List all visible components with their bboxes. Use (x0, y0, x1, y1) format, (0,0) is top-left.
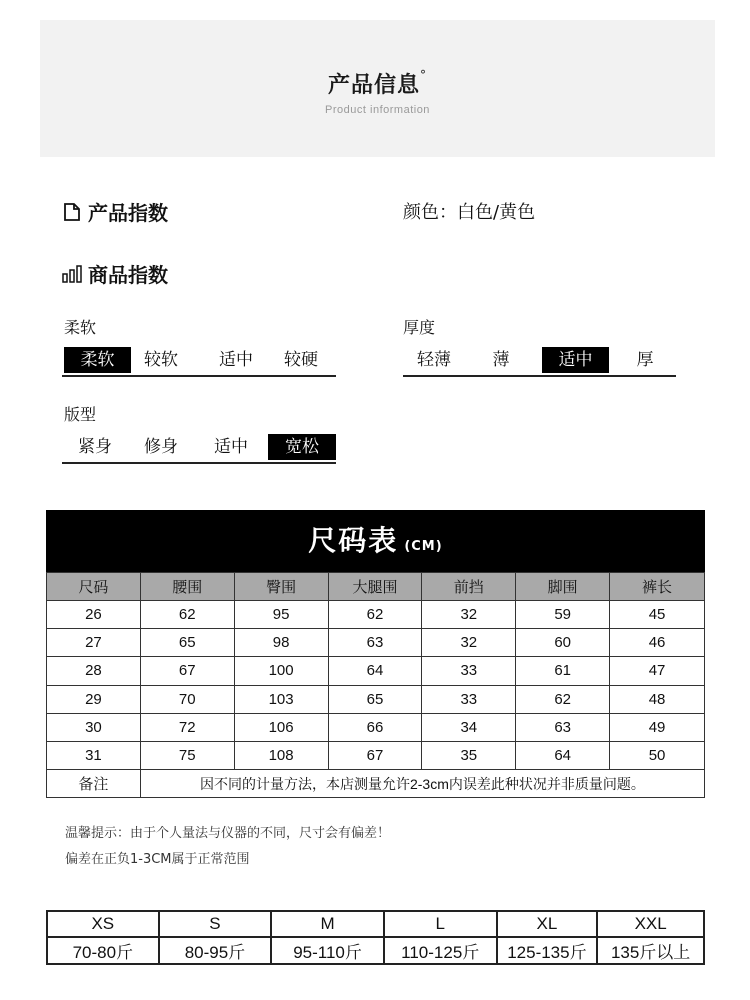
weight-chart-table (46, 910, 705, 965)
header-banner (40, 20, 715, 157)
size-cell: XL (497, 911, 598, 937)
table-cell: 29 (47, 685, 141, 713)
size-chart-table (46, 572, 705, 798)
size-cell: M (271, 911, 384, 937)
table-cell: 48 (610, 685, 705, 713)
table-cell: 62 (140, 601, 234, 629)
table-cell: 34 (422, 713, 516, 741)
table-cell: 26 (47, 601, 141, 629)
softness-scale (62, 345, 336, 377)
col-header: 脚围 (516, 573, 610, 601)
softness-option-4: 较硬 (284, 350, 318, 370)
table-cell: 50 (610, 741, 705, 769)
col-header: 裤长 (610, 573, 705, 601)
table-cell: 28 (47, 657, 141, 685)
fit-option-1: 紧身 (78, 437, 112, 457)
table-cell: 62 (516, 685, 610, 713)
weight-cell: 70-80斤 (47, 937, 159, 964)
table-cell: 63 (328, 629, 422, 657)
table-cell: 70 (140, 685, 234, 713)
col-header: 腰围 (140, 573, 234, 601)
table-cell: 106 (234, 713, 328, 741)
table-cell: 64 (328, 657, 422, 685)
table-cell: 64 (516, 741, 610, 769)
col-header: 尺码 (47, 573, 141, 601)
softness-label: 柔软 (64, 318, 97, 337)
color-info: 颜色：白色/黄色 (403, 202, 536, 223)
fit-option-4: 宽松 (268, 434, 336, 460)
degree-mark: ° (420, 68, 427, 82)
table-cell: 98 (234, 629, 328, 657)
size-cell: XS (47, 911, 159, 937)
softness-option-2: 较软 (144, 350, 178, 370)
table-cell: 108 (234, 741, 328, 769)
fit-scale (62, 432, 336, 464)
product-index-title: 产品指数 (88, 201, 168, 225)
thickness-label: 厚度 (403, 318, 436, 337)
goods-index-heading (62, 259, 168, 288)
weight-cell: 80-95斤 (159, 937, 272, 964)
table-cell: 67 (140, 657, 234, 685)
document-icon (62, 202, 82, 222)
size-cell: XXL (597, 911, 704, 937)
table-cell: 46 (610, 629, 705, 657)
thickness-option-2: 薄 (492, 350, 510, 370)
table-row (47, 601, 705, 629)
col-header: 前挡 (422, 573, 516, 601)
tip-line-1: 温馨提示：由于个人量法与仪器的不同，尺寸会有偏差！ (65, 826, 391, 841)
weight-cell: 125-135斤 (497, 937, 598, 964)
fit-label: 版型 (64, 405, 97, 424)
bar-chart-icon (62, 265, 82, 283)
thickness-option-3: 适中 (542, 347, 609, 373)
size-cell: L (384, 911, 497, 937)
thickness-scale (403, 345, 676, 377)
fit-option-2: 修身 (144, 437, 178, 457)
weight-cell: 95-110斤 (271, 937, 384, 964)
page-subtitle: Product information (325, 104, 430, 116)
tip-line-2: 偏差在正负1-3CM属于正常范围 (65, 852, 250, 867)
size-chart-unit: (CM) (404, 539, 443, 554)
table-cell: 100 (234, 657, 328, 685)
table-cell: 65 (328, 685, 422, 713)
col-header: 臀围 (234, 573, 328, 601)
table-cell: 32 (422, 601, 516, 629)
weight-cell: 135斤以上 (597, 937, 704, 964)
weight-row (47, 937, 704, 964)
fit-option-3: 适中 (214, 437, 248, 457)
table-cell: 31 (47, 741, 141, 769)
size-chart-header (46, 510, 705, 572)
table-cell: 59 (516, 601, 610, 629)
table-cell: 33 (422, 657, 516, 685)
table-row (47, 685, 705, 713)
table-cell: 95 (234, 601, 328, 629)
size-cell: S (159, 911, 272, 937)
table-cell: 60 (516, 629, 610, 657)
size-chart-title: 尺码表 (308, 524, 399, 557)
weight-cell: 110-125斤 (384, 937, 497, 964)
goods-index-title: 商品指数 (88, 263, 168, 287)
table-cell: 49 (610, 713, 705, 741)
table-cell: 61 (516, 657, 610, 685)
table-cell: 66 (328, 713, 422, 741)
thickness-option-1: 轻薄 (417, 350, 451, 370)
note-row (47, 770, 705, 798)
note-label: 备注 (47, 770, 141, 798)
table-cell: 32 (422, 629, 516, 657)
softness-option-3: 适中 (219, 350, 253, 370)
size-chart-header-row (47, 573, 705, 601)
product-index-heading (62, 197, 168, 226)
table-cell: 63 (516, 713, 610, 741)
table-row (47, 629, 705, 657)
table-cell: 45 (610, 601, 705, 629)
note-text: 因不同的计量方法，本店测量允许2-3cm内误差此种状况并非质量问题。 (140, 770, 704, 798)
table-cell: 47 (610, 657, 705, 685)
table-cell: 72 (140, 713, 234, 741)
size-row (47, 911, 704, 937)
table-cell: 30 (47, 713, 141, 741)
table-row (47, 741, 705, 769)
softness-option-1: 柔软 (64, 347, 131, 373)
thickness-option-4: 厚 (636, 350, 654, 370)
table-cell: 62 (328, 601, 422, 629)
table-cell: 27 (47, 629, 141, 657)
table-cell: 65 (140, 629, 234, 657)
table-cell: 35 (422, 741, 516, 769)
table-cell: 103 (234, 685, 328, 713)
table-row (47, 713, 705, 741)
page-title: 产品信息° (327, 68, 427, 98)
table-cell: 33 (422, 685, 516, 713)
table-row (47, 657, 705, 685)
col-header: 大腿围 (328, 573, 422, 601)
table-cell: 75 (140, 741, 234, 769)
table-cell: 67 (328, 741, 422, 769)
